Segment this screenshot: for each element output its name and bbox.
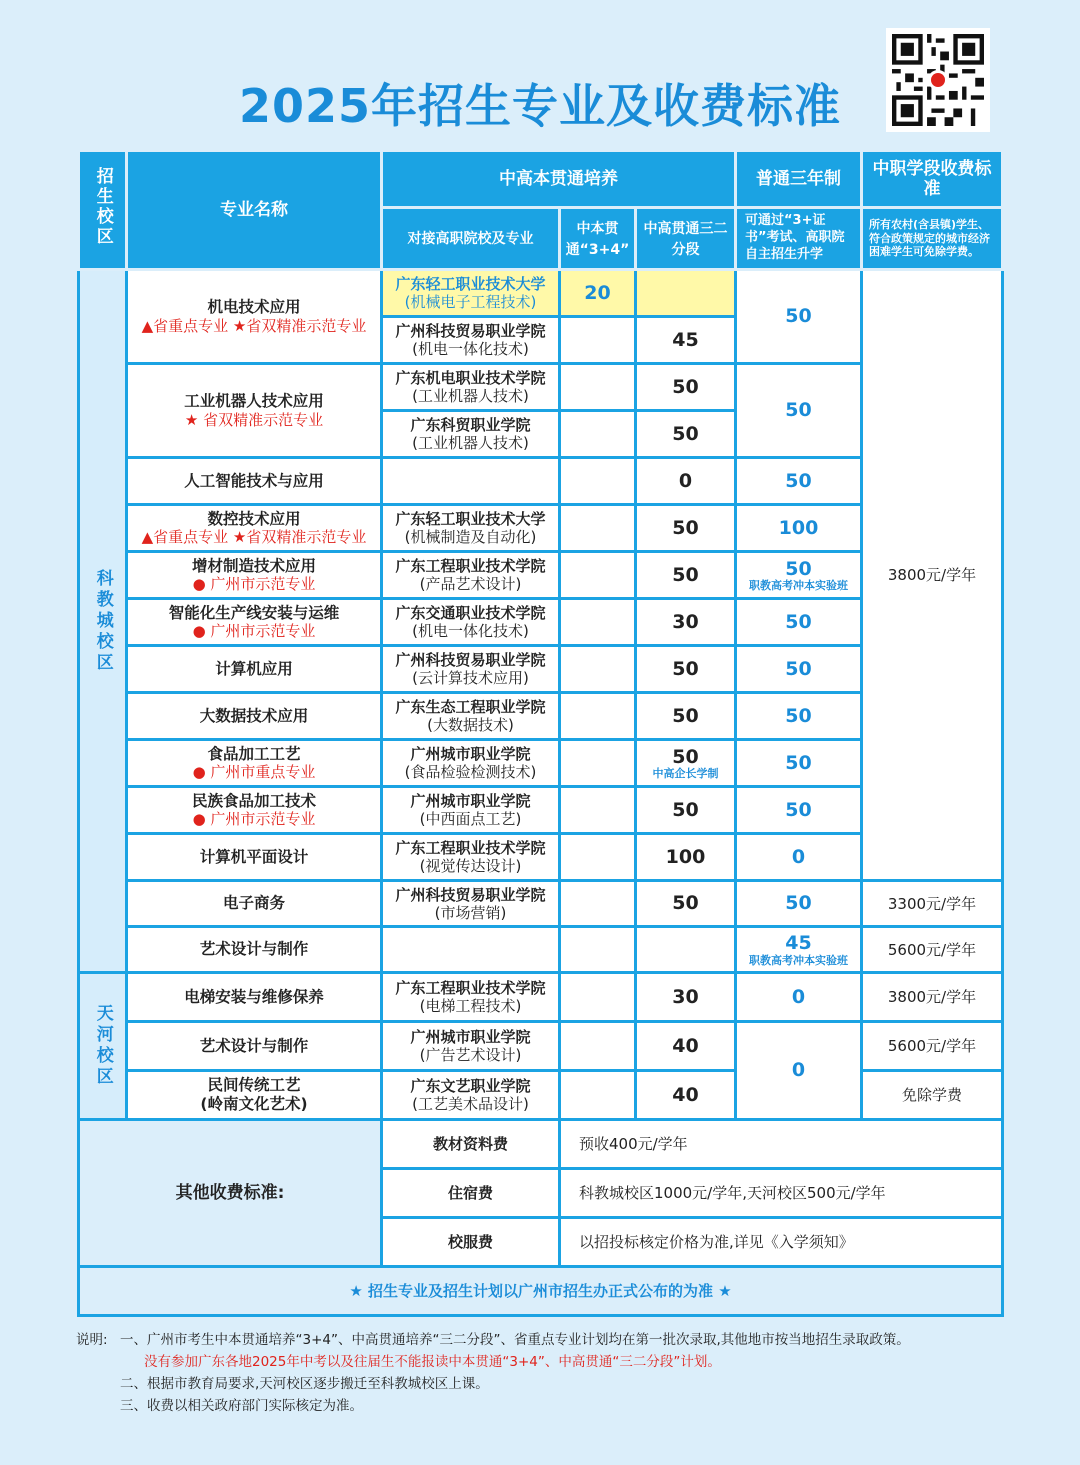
fee-table: [77, 149, 1004, 1317]
header-major-name: 专业名称: [127, 151, 382, 270]
table-row-major: 大数据技术应用: [127, 693, 382, 740]
school-cell: 广州城市职业学院 (食品检验检测技术): [382, 740, 560, 787]
notes-label: 说明:: [76, 1332, 108, 1348]
value-putong: 50: [736, 787, 862, 834]
school-cell: [382, 458, 560, 505]
other-fee-value: 预收400元/学年: [560, 1120, 1003, 1169]
other-fee-value: 以招投标核定价格为准,详见《入学须知》: [560, 1218, 1003, 1267]
table-row-major: 工业机器人技术应用 ★ 省双精准示范专业: [127, 364, 382, 458]
table-row-major: 民族食品加工技术 ● 广州市示范专业: [127, 787, 382, 834]
school-cell: 广东工程职业技术学院 (电梯工程技术): [382, 973, 560, 1022]
value-32: 50: [636, 693, 736, 740]
table-row-major: 机电技术应用 ▲省重点专业 ★省双精准示范专业: [127, 270, 382, 364]
fee-standard: 5600元/学年: [862, 927, 1003, 973]
table-row-major: 艺术设计与制作: [127, 927, 382, 973]
value-32: [636, 270, 736, 317]
value-34: [560, 1071, 636, 1120]
header-fee: 中职学段收费标准: [862, 151, 1003, 208]
other-fee-label: 住宿费: [382, 1169, 560, 1218]
school-cell: 广东文艺职业学院 (工艺美术品设计): [382, 1071, 560, 1120]
school-cell: 广东工程职业技术学院 (产品艺术设计): [382, 552, 560, 599]
campus-tianhe: 天河校区: [79, 973, 127, 1120]
table-row-major: 人工智能技术与应用: [127, 458, 382, 505]
value-34: [560, 505, 636, 552]
table-row-major: 民间传统工艺 (岭南文化艺术): [127, 1071, 382, 1120]
value-34: [560, 693, 636, 740]
header-col-34: 中本贯通“3+4”: [565, 221, 630, 258]
value-32: 50: [636, 787, 736, 834]
value-34: [560, 1022, 636, 1071]
school-cell: 广州科技贸易职业学院 (云计算技术应用): [382, 646, 560, 693]
note-line-warning: 没有参加广东各地2025年中考以及往届生不能报读中本贯通“3+4”、中高贯通“三二分段”计划。: [144, 1354, 721, 1370]
school-cell: 广州城市职业学院 (广告艺术设计): [382, 1022, 560, 1071]
value-34: [560, 973, 636, 1022]
table-row-major: 数控技术应用 ▲省重点专业 ★省双精准示范专业: [127, 505, 382, 552]
school-cell: 广东工程职业技术学院 (视觉传达设计): [382, 834, 560, 881]
school-cell: 广东机电职业技术学院 (工业机器人技术): [382, 364, 560, 411]
value-34: [560, 881, 636, 927]
table-row-major: 智能化生产线安装与运维 ● 广州市示范专业: [127, 599, 382, 646]
school-cell: 广东轻工职业技术大学 (机械制造及自动化): [382, 505, 560, 552]
value-32: 50 中高企长学制: [636, 740, 736, 787]
qr-code-icon: [892, 34, 984, 126]
table-row-major: 增材制造技术应用 ● 广州市示范专业: [127, 552, 382, 599]
value-putong: 50: [736, 693, 862, 740]
value-34: [560, 317, 636, 364]
header-campus: 招生校区: [79, 151, 127, 270]
value-34: [560, 646, 636, 693]
fee-standard: 5600元/学年: [862, 1022, 1003, 1071]
school-cell: 广东科贸职业学院 (工业机器人技术): [382, 411, 560, 458]
value-putong: 100: [736, 505, 862, 552]
value-32: 0: [636, 458, 736, 505]
value-32: 50: [636, 505, 736, 552]
other-fee-value: 科教城校区1000元/学年,天河校区500元/学年: [560, 1169, 1003, 1218]
value-32: [636, 927, 736, 973]
note-line: 二、根据市教育局要求,天河校区逐步搬迁至科教城校区上课。: [120, 1376, 489, 1392]
value-putong: 50: [736, 646, 862, 693]
school-cell: 广东交通职业技术学院 (机电一体化技术): [382, 599, 560, 646]
value-34: [560, 740, 636, 787]
other-fee-label: 教材资料费: [382, 1120, 560, 1169]
table-row-major: 艺术设计与制作: [127, 1022, 382, 1071]
fee-standard: 免除学费: [862, 1071, 1003, 1120]
value-32: 30: [636, 973, 736, 1022]
qr-code: [886, 28, 990, 132]
value-32: 50: [636, 411, 736, 458]
school-cell: [382, 927, 560, 973]
fee-standard: 3300元/学年: [862, 881, 1003, 927]
value-34: [560, 364, 636, 411]
value-32: 30: [636, 599, 736, 646]
value-putong: 0: [736, 1022, 862, 1120]
value-32: 50: [636, 881, 736, 927]
table-row-major: 电梯安装与维修保养: [127, 973, 382, 1022]
value-32: 40: [636, 1071, 736, 1120]
footer-note: ★ 招生专业及招生计划以广州市招生办正式公布的为准 ★: [79, 1267, 1003, 1316]
fee-standard: 3800元/学年: [862, 973, 1003, 1022]
value-putong: 50: [736, 881, 862, 927]
value-32: 50: [636, 364, 736, 411]
header-zhonggao: 中高本贯通培养: [382, 151, 736, 208]
value-34: [560, 458, 636, 505]
header-putong: 普通三年制: [736, 151, 862, 208]
value-32: 100: [636, 834, 736, 881]
school-cell: 广东轻工职业技术大学 (机械电子工程技术): [382, 270, 560, 317]
value-putong: 45 职教高考冲本实验班: [736, 927, 862, 973]
table-row-major: 电子商务: [127, 881, 382, 927]
value-putong: 50: [736, 458, 862, 505]
value-32: 45: [636, 317, 736, 364]
note-line: 一、广州市考生中本贯通培养“3+4”、中高贯通培养“三二分段”、省重点专业计划均在第一批次录取,其他地市按当地招生录取政策。: [120, 1332, 910, 1348]
value-34: [560, 552, 636, 599]
other-fees-title: 其他收费标准:: [79, 1120, 382, 1267]
table-row-major: 计算机应用: [127, 646, 382, 693]
value-34: [560, 927, 636, 973]
header-fee-note: 所有农村(含县镇)学生、符合政策规定的城市经济困难学生可免除学费。: [869, 217, 990, 259]
table-row-major: 食品加工工艺 ● 广州市重点专业: [127, 740, 382, 787]
table-row-major: 计算机平面设计: [127, 834, 382, 881]
school-cell: 广东生态工程职业学院 (大数据技术): [382, 693, 560, 740]
other-fee-label: 校服费: [382, 1218, 560, 1267]
value-putong: 50: [736, 270, 862, 364]
value-34: [560, 411, 636, 458]
value-32: 40: [636, 1022, 736, 1071]
fee-standard: 3800元/学年: [862, 270, 1003, 881]
value-putong: 50: [736, 364, 862, 458]
school-cell: 广州城市职业学院 (中西面点工艺): [382, 787, 560, 834]
header-school-col: 对接高职院校及专业: [407, 231, 534, 248]
value-putong: 50: [736, 599, 862, 646]
value-34: [560, 834, 636, 881]
value-32: 50: [636, 646, 736, 693]
value-putong: 50 职教高考冲本实验班: [736, 552, 862, 599]
value-34: 20: [560, 270, 636, 317]
notes: [76, 1329, 1016, 1417]
header-putong-note: 可通过“3+证书”考试、高职院自主招生升学: [745, 213, 845, 262]
value-putong: 0: [736, 973, 862, 1022]
value-34: [560, 599, 636, 646]
school-cell: 广州科技贸易职业学院 (机电一体化技术): [382, 317, 560, 364]
campus-kejiao: 科教城校区: [79, 270, 127, 973]
school-cell: 广州科技贸易职业学院 (市场营销): [382, 881, 560, 927]
value-34: [560, 787, 636, 834]
value-32: 50: [636, 552, 736, 599]
header-col-32: 中高贯通三二分段: [643, 221, 728, 258]
page-title: 2025年招生专业及收费标准: [238, 79, 842, 133]
note-line: 三、收费以相关政府部门实际核定为准。: [120, 1398, 363, 1414]
value-putong: 50: [736, 740, 862, 787]
value-putong: 0: [736, 834, 862, 881]
